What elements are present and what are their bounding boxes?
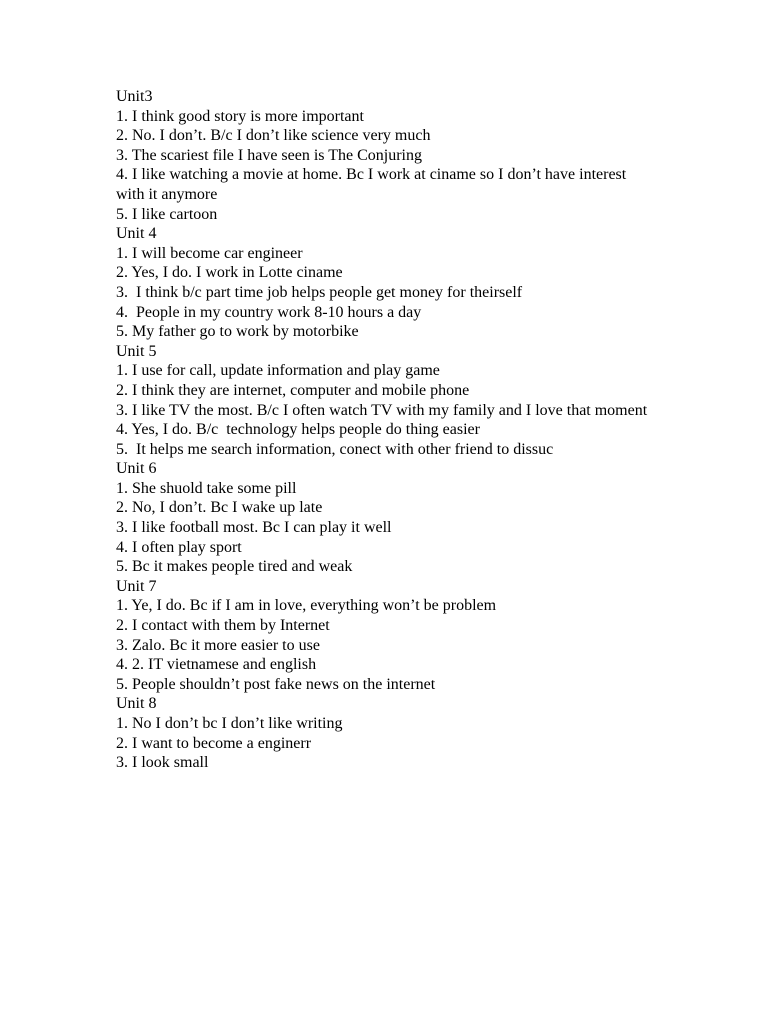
answer-line: 4. 2. IT vietnamese and english [116,656,317,674]
answer-line: 4. Yes, I do. B/c technology helps people do thing easier [116,421,480,439]
answer-line: 2. I want to become a enginerr [116,734,312,752]
unit-heading: Unit 8 [116,695,157,713]
answer-line: 3. I think b/c part time job helps people get money for theirself [116,283,523,301]
answer-line: 2. I think they are internet, computer and mobile phone [116,381,470,399]
answer-line: 1. I will become car engineer [116,244,303,262]
answer-line: 5. I like cartoon [116,205,218,223]
answer-line: 2. No. I don’t. B/c I don’t like science very much [116,127,431,145]
answer-line: 5. Bc it makes people tired and weak [116,558,353,576]
unit-heading: Unit 4 [116,225,157,243]
answer-line: 4. I often play sport [116,538,242,556]
answer-line: 1. I use for call, update information and play game [116,362,440,380]
answer-line: 4. People in my country work 8-10 hours a day [116,303,422,321]
document-body [116,87,656,773]
unit-heading: Unit 5 [116,342,157,360]
answer-line: 4. I like watching a movie at home. Bc I work at ciname so I don’t have interest with it anymore [116,166,631,203]
answer-line: 2. Yes, I do. I work in Lotte ciname [116,264,343,282]
answer-line: 1. I think good story is more important [116,107,364,125]
answer-line: 3. I like TV the most. B/c I often watch TV with my family and I love that moment [116,401,648,419]
unit-heading: Unit 6 [116,460,157,478]
answer-line: 1. Ye, I do. Bc if I am in love, everything won’t be problem [116,597,497,615]
answer-line: 3. Zalo. Bc it more easier to use [116,636,320,654]
answer-line: 5. My father go to work by motorbike [116,323,359,341]
unit-heading: Unit 7 [116,577,157,595]
answer-line: 5. People shouldn’t post fake news on the internet [116,675,436,693]
answer-line: 1. No I don’t bc I don’t like writing [116,715,343,732]
answer-line: 3. I look small [116,754,209,772]
answer-line: 2. No, I don’t. Bc I wake up late [116,499,323,517]
answer-line: 3. The scariest file I have seen is The Conjuring [116,146,422,164]
answer-line: 5. It helps me search information, conect with other friend to dissuc [116,440,554,458]
answer-line: 2. I contact with them by Internet [116,617,330,635]
answer-line: 1. She shuold take some pill [116,479,297,497]
answer-line: 3. I like football most. Bc I can play it well [116,519,392,537]
unit-heading: Unit3 [116,88,153,105]
